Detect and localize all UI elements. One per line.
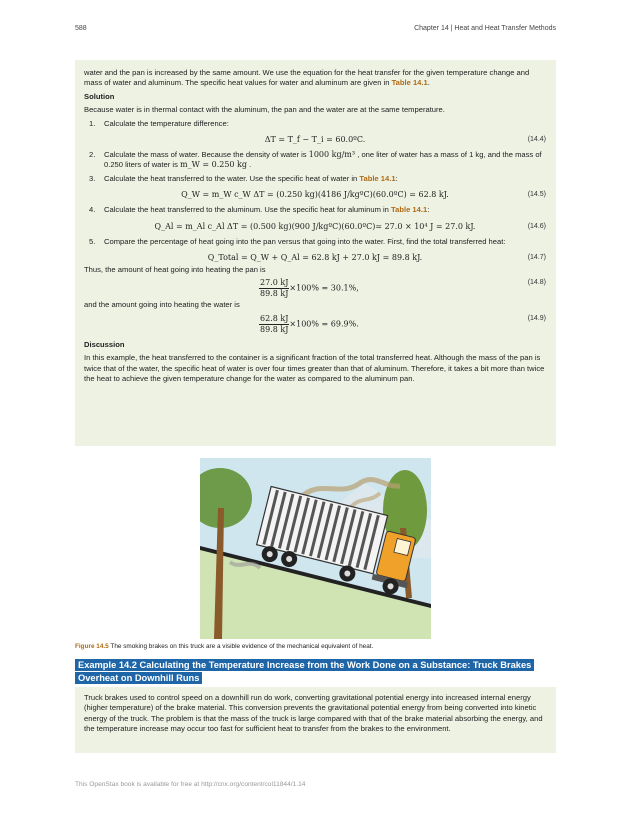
footer-text: This OpenStax book is available for free at http://cnx.org/content/col11844/1.14 (75, 781, 306, 788)
step-3: 3. Calculate the heat transferred to the water. Use the specific heat of water in Table 14.1: (89, 173, 398, 183)
and-water-text: and the amount going into heating the water is (84, 300, 240, 310)
step-5: 5. Compare the percentage of heat going into the pan versus that going into the water. First, find the total transferred heat: (89, 236, 506, 246)
example-2-box (75, 687, 556, 753)
discussion-paragraph: In this example, the heat transferred to the container is a significant fraction of the total transferred heat. Although the mass of the pan is twice that of the water, the specific heat of water is over four times greater than that of aluminum. Therefore, it takes a bit more than twice the heat to achieve the given temperature change for the water as compared to the aluminum pan. (84, 353, 545, 384)
equation-14-5: Q_W = m_W c_W ΔT = (0.250 kg)(4186 J/kgºC)(60.0ºC) = 62.8 kJ. (14.5) (181, 190, 546, 200)
example-title: Example 14.2 Calculating the Temperature Increase from the Work Done on a Substance: Truck Brakes Overheat on Downhill Runs (75, 659, 556, 684)
step-2: 2. Calculate the mass of water. Because the density of water is 1000 kg/m³ , one liter of water has a mass of 1 kg, and the mass of 0.250 liters of water is m_W = 0.250 kg . (89, 150, 542, 170)
truck-illustration (200, 458, 431, 639)
solution-intro: Because water is in thermal contact with the aluminum, the pan and the water are at the same temperature. (84, 105, 445, 115)
example-box (75, 60, 556, 446)
equation-14-8: $\frac{27.0 kJ}{89.8 kJ}$ ×100% = 30.1%, (14.8) (260, 278, 546, 299)
equation-14-6: Q_Al = m_Al c_Al ΔT = (0.500 kg)(900 J/kgºC)(60.0ºC)= 27.0 × 10⁴ J = 27.0 kJ. (14.6) (154, 221, 546, 231)
figure-caption: Figure 14.5 The smoking brakes on this truck are a visible evidence of the mechanical equivalent of heat. (75, 643, 374, 650)
solution-heading: Solution (84, 91, 115, 101)
example-2-paragraph: Truck brakes used to control speed on a downhill run do work, converting gravitational potential energy into increased internal energy (higher temperature) of the brake material. This conversion prevents the gravitational potential energy from being converted into kinetic energy of the truck. The problem is that the mass of the truck is large compared with that of the brake material absorbing the energy, and the temperature increase may occur too fast for sufficient heat to transfer from the brakes to the environment. (84, 693, 543, 734)
step-4: 4. Calculate the heat transferred to the aluminum. Use the specific heat for aluminum in Table 14.1: (89, 205, 430, 215)
page-number: 588 (75, 25, 87, 32)
table-link[interactable]: Table 14.1 (391, 78, 428, 88)
table-link[interactable]: Table 14.1 (391, 205, 428, 215)
thus-pan-text: Thus, the amount of heat going into heating the pan is (84, 265, 266, 275)
equation-14-4: ΔT = T_f − T_i = 60.0ºC. (14.4) (264, 135, 546, 145)
discussion-heading: Discussion (84, 339, 125, 349)
equation-14-9: $\frac{62.8 kJ}{89.8 kJ}$ ×100% = 69.9%. (14.9) (260, 313, 546, 334)
table-link[interactable]: Table 14.1 (359, 173, 396, 183)
step-1: 1. Calculate the temperature difference: (89, 118, 229, 128)
equation-14-7: Q_Total = Q_W + Q_Al = 62.8 kJ + 27.0 kJ = 89.8 kJ. (14.7) (207, 253, 546, 263)
intro-paragraph: water and the pan is increased by the same amount. We use the equation for the heat transfer for the given temperature change and mass of water and aluminum. The specific heat values for water and aluminum are given in Table 14.1. (84, 68, 530, 88)
chapter-title: Chapter 14 | Heat and Heat Transfer Methods (414, 25, 556, 32)
